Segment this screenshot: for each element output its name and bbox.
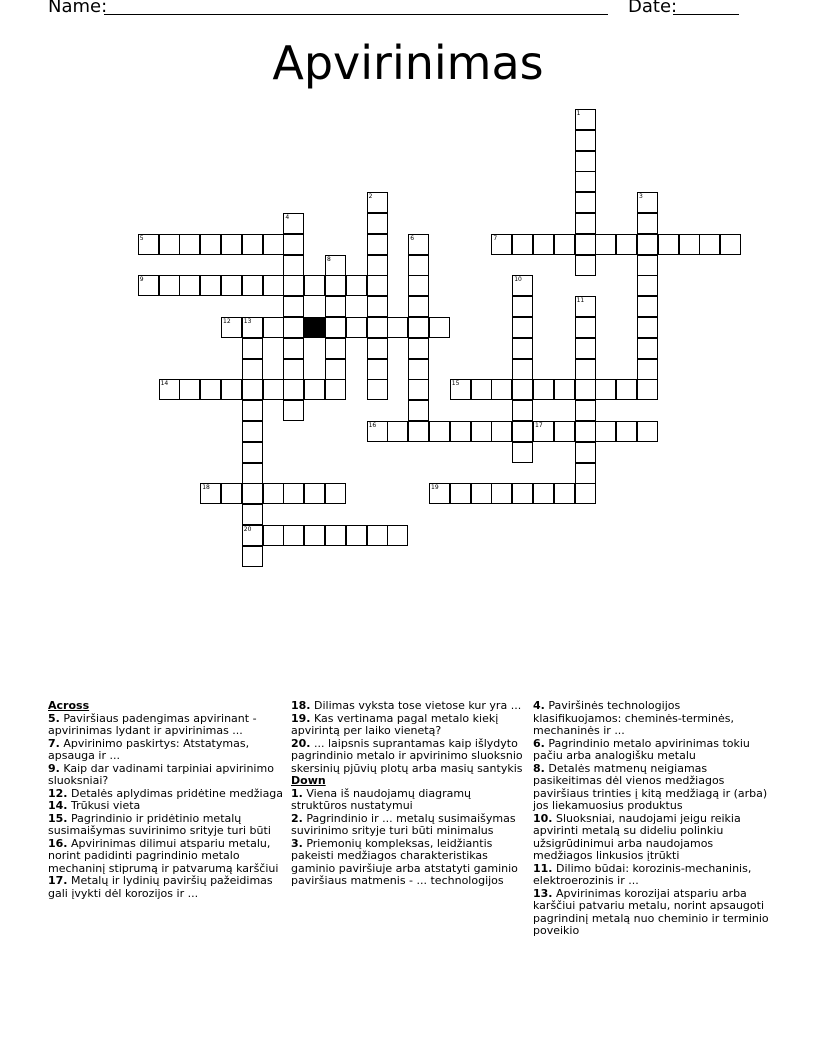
grid-cell[interactable] [533,421,554,442]
clue-number-label: 6. [533,736,545,750]
grid-cell[interactable] [346,317,367,338]
clue-number: 15 [451,380,460,388]
grid-cell[interactable] [575,192,596,213]
across-clue [48,813,284,838]
grid-cell[interactable] [325,338,346,359]
grid-cell[interactable] [512,421,533,442]
down-heading: Down [291,774,326,787]
clue-number: 10 [514,276,522,284]
grid-cell[interactable] [304,525,325,546]
grid-cell[interactable] [263,525,284,546]
grid-cell[interactable] [367,192,388,213]
grid-cell[interactable] [512,359,533,380]
across-clue [48,763,284,788]
clue-number: 1 [576,110,581,117]
grid-cell[interactable] [575,379,596,400]
grid-cell[interactable] [637,213,658,234]
grid-cell[interactable] [263,234,284,255]
grid-cell[interactable] [283,359,304,380]
grid-cell[interactable] [242,359,263,380]
clue-number-label: 1. [291,786,303,800]
grid-cell[interactable] [575,421,596,442]
clue-text: Dilimo būdai: korozinis-mechaninis, elektroerozinis ir ... [533,861,752,887]
grid-cell[interactable] [179,379,200,400]
grid-cell[interactable] [263,317,284,338]
clue-number-label: 3. [291,836,303,850]
grid-cell[interactable] [637,234,658,255]
grid-cell[interactable] [242,421,263,442]
date-label: Date: [628,0,678,17]
grid-cell[interactable] [283,255,304,276]
grid-cell[interactable] [637,296,658,317]
grid-cell[interactable] [637,275,658,296]
grid-cell[interactable] [408,379,429,400]
clue-text: Dilimas vyksta tose vietose kur yra ... [314,699,522,712]
clue-text: Apvirinimas korozijai atspariu arba karščiui patvariu metalu, norint apsaugoti pagrindinį metalą nuo cheminio ir terminio poveikio [533,886,769,937]
grid-cell[interactable] [512,338,533,359]
grid-cell[interactable] [616,421,637,442]
grid-cell[interactable] [367,275,388,296]
grid-cell[interactable] [450,379,471,400]
grid-cell[interactable] [283,296,304,317]
clue-number: 13 [243,318,252,325]
grid-cell[interactable] [512,317,533,338]
down-clue [291,838,527,888]
grid-cell[interactable] [242,338,263,359]
grid-cell[interactable] [242,442,263,463]
grid-cell[interactable] [408,317,429,338]
grid-cell[interactable] [304,379,325,400]
grid-cell[interactable] [283,400,304,421]
grid-cell[interactable] [491,483,512,504]
grid-cell[interactable] [554,421,575,442]
grid-cell[interactable] [242,400,263,421]
clue-number: 17 [535,422,543,429]
grid-cell[interactable] [575,151,596,172]
grid-cell[interactable] [637,338,658,359]
down-clue [533,700,769,738]
grid-cell[interactable] [325,359,346,380]
grid-cell[interactable] [699,234,720,255]
clue-number: 18 [202,484,210,492]
grid-cell[interactable] [138,275,159,296]
name-label: Name: [48,0,108,17]
down-clue [533,738,769,763]
grid-cell[interactable] [575,463,596,484]
clue-number-label: 11. [533,861,553,875]
grid-cell[interactable] [221,483,242,504]
grid-cell[interactable] [720,234,741,255]
grid-cell[interactable] [138,234,159,255]
clue-number: 7 [493,234,498,242]
grid-cell[interactable] [325,255,346,276]
clue-number-label: 5. [48,711,60,725]
grid-cell[interactable] [512,379,533,400]
grid-cell[interactable] [242,275,263,296]
grid-cell[interactable] [554,379,575,400]
down-clue [291,788,527,813]
across-heading: Across [48,699,90,712]
grid-cell[interactable] [575,213,596,234]
grid-cell[interactable] [325,379,346,400]
grid-cell[interactable] [200,483,221,504]
grid-cell[interactable] [283,234,304,255]
across-clue [291,738,527,776]
grid-cell[interactable] [325,317,346,338]
grid-cell[interactable] [575,296,596,317]
grid-cell[interactable] [200,379,221,400]
grid-cell[interactable] [325,296,346,317]
clue-text: Pagrindinio metalo apvirinimas tokiu pačiu arba analogišku metalu [533,736,750,762]
down-clue [533,813,769,863]
grid-cell[interactable] [491,379,512,400]
clue-text: Trūkusi vieta [71,799,141,812]
grid-cell[interactable] [471,379,492,400]
grid-cell[interactable] [408,234,429,255]
across-clue [291,713,527,738]
grid-cell[interactable] [575,234,596,255]
clue-number: 3 [639,193,643,201]
clue-text: ... laipsnis suprantamas kaip išlydyto pagrindinio metalo ir apvirinimo sluoksnio skersinių pjūvių plotų arba masių santykis [291,736,523,775]
grid-cell[interactable] [367,234,388,255]
grid-cell[interactable] [429,317,450,338]
clue-number-label: 12. [48,786,68,800]
clue-number-label: 14. [48,799,68,812]
clues-column-2 [291,700,527,888]
grid-cell[interactable] [159,275,180,296]
across-clue [48,738,284,763]
puzzle-title: Apvirinimas [272,36,544,90]
grid-cell[interactable] [283,525,304,546]
clue-text: Pagrindinio ir pridėtinio metalų susimaišymas suvirinimo srityje turi būti [48,811,271,837]
grid-cell[interactable] [616,234,637,255]
grid-cell[interactable] [408,255,429,276]
grid-cell[interactable] [575,442,596,463]
down-clue [533,863,769,888]
grid-cell[interactable] [637,192,658,213]
grid-cell[interactable] [242,483,263,504]
grid-cell[interactable] [242,525,263,546]
clue-text: Pagrindinio ir ... metalų susimaišymas suvirinimo srityje turi būti minimalus [291,811,516,837]
grid-cell[interactable] [554,234,575,255]
clue-number: 2 [368,193,373,201]
grid-cell[interactable] [512,234,533,255]
clue-text: Metalų ir lydinių paviršių pažeidimas gali įvykti dėl korozijos ir ... [48,874,273,900]
grid-cell[interactable] [575,109,596,130]
clue-number-label: 10. [533,811,553,825]
grid-cell[interactable] [554,483,575,504]
grid-cell[interactable] [616,379,637,400]
grid-cell[interactable] [575,130,596,151]
clue-number: 11 [576,297,585,305]
grid-cell[interactable] [512,442,533,463]
clue-number-label: 9. [48,761,60,775]
grid-cell[interactable] [283,338,304,359]
black-cell [304,317,325,338]
grid-cell[interactable] [450,421,471,442]
clue-text: Apvirinimas dilimui atspariu metalu, norint padidinti pagrindinio metalo mechaninį stiprumą ir patvarumą karščiui [48,836,279,875]
grid-cell[interactable] [179,275,200,296]
grid-cell[interactable] [283,483,304,504]
grid-cell[interactable] [325,275,346,296]
clues-column-1 [48,700,284,900]
clue-number: 8 [327,255,331,263]
grid-cell[interactable] [221,379,242,400]
clue-number-label: 20. [291,736,311,750]
clue-number: 9 [139,276,144,284]
across-clue [48,875,284,900]
grid-cell[interactable] [408,359,429,380]
grid-cell[interactable] [637,255,658,276]
clue-number-label: 17. [48,874,68,887]
grid-cell[interactable] [242,546,263,567]
grid-cell[interactable] [637,379,658,400]
grid-cell[interactable] [179,234,200,255]
grid-cell[interactable] [408,296,429,317]
across-clue [48,838,284,876]
clues-section [0,700,816,960]
grid-cell[interactable] [367,379,388,400]
clues-column-3 [533,700,769,938]
grid-cell[interactable] [512,483,533,504]
clue-text: Sluoksniai, naudojami jeigu reikia apvirinti metalą su dideliu polinkiu užsigrūdinimui arba naudojamos medžiagos linkusios įtrūkti [533,811,741,862]
grid-cell[interactable] [679,234,700,255]
grid-cell[interactable] [575,359,596,380]
grid-cell[interactable] [575,400,596,421]
grid-cell[interactable] [200,234,221,255]
clue-number: 14 [160,380,169,388]
clue-number-label: 13. [533,886,553,900]
grid-cell[interactable] [595,421,616,442]
clue-text: Viena iš naudojamų diagramų struktūros nustatymui [291,786,472,812]
grid-cell[interactable] [533,379,554,400]
grid-cell[interactable] [283,379,304,400]
clue-number: 19 [431,484,439,492]
down-clue [533,763,769,813]
grid-cell[interactable] [471,483,492,504]
clue-number: 12 [223,318,231,325]
grid-cell[interactable] [658,234,679,255]
clue-number: 16 [368,422,377,429]
grid-cell[interactable] [367,359,388,380]
grid-cell[interactable] [575,255,596,276]
grid-cell[interactable] [367,421,388,442]
grid-cell[interactable] [367,317,388,338]
grid-cell[interactable] [512,296,533,317]
grid-cell[interactable] [242,234,263,255]
grid-cell[interactable] [387,421,408,442]
grid-cell[interactable] [159,379,180,400]
clue-number-label: 19. [291,711,311,725]
grid-cell[interactable] [242,504,263,525]
grid-cell[interactable] [408,338,429,359]
clue-text: Paviršiaus padengimas apvirinant - apvirinimas lydant ir apvirinimas ... [48,711,257,737]
grid-cell[interactable] [367,255,388,276]
grid-cell[interactable] [221,317,242,338]
grid-cell[interactable] [159,234,180,255]
clue-number-label: 16. [48,836,68,850]
grid-cell[interactable] [471,421,492,442]
grid-cell[interactable] [595,379,616,400]
grid-cell[interactable] [221,234,242,255]
grid-cell[interactable] [304,483,325,504]
grid-cell[interactable] [242,317,263,338]
clue-number-label: 18. [291,699,311,712]
grid-cell[interactable] [637,317,658,338]
clue-text: Paviršinės technologijos klasifikuojamos: cheminės-terminės, mechaninės ir ... [533,699,734,737]
clue-number: 5 [139,234,144,242]
grid-cell[interactable] [575,317,596,338]
grid-cell[interactable] [263,275,284,296]
grid-cell[interactable] [242,379,263,400]
clue-text: Detalės aplydimas pridėtine medžiaga [71,786,284,800]
grid-cell[interactable] [242,463,263,484]
grid-cell[interactable] [429,483,450,504]
clue-number: 6 [410,234,415,242]
grid-cell[interactable] [450,483,471,504]
clue-number-label: 7. [48,736,60,750]
grid-cell[interactable] [533,483,554,504]
grid-cell[interactable] [346,525,367,546]
grid-cell[interactable] [263,483,284,504]
grid-cell[interactable] [575,171,596,192]
grid-cell[interactable] [575,338,596,359]
grid-cell[interactable] [637,359,658,380]
grid-cell[interactable] [367,213,388,234]
clue-number-label: 15. [48,811,68,825]
grid-cell[interactable] [346,275,367,296]
clue-number: 20 [243,526,252,533]
grid-cell[interactable] [512,400,533,421]
down-clue [533,888,769,938]
across-clue [48,713,284,738]
grid-cell[interactable] [387,525,408,546]
grid-cell[interactable] [595,234,616,255]
clue-text: Apvirinimo paskirtys: Atstatymas, apsauga ir ... [48,736,250,762]
clue-text: Kaip dar vadinami tarpiniai apvirinimo sluoksniai? [48,761,274,787]
grid-cell[interactable] [200,275,221,296]
clue-number: 4 [285,214,290,221]
grid-cell[interactable] [367,338,388,359]
clue-text: Detalės matmenų neigiamas pasikeitimas dėl vienos medžiagos paviršiaus trinties į kitą medžiagą ir (arba) jos liekamuosius produktus [533,761,768,812]
grid-cell[interactable] [325,525,346,546]
grid-cell[interactable] [283,317,304,338]
grid-cell[interactable] [408,275,429,296]
clue-number-label: 2. [291,811,303,825]
clue-number-label: 8. [533,761,545,775]
grid-cell[interactable] [283,213,304,234]
clue-text: Kas vertinama pagal metalo kiekį apvirintą per laiko vienetą? [291,711,499,737]
clue-number-label: 4. [533,699,545,712]
down-clue [291,813,527,838]
grid-cell[interactable] [367,296,388,317]
grid-cell[interactable] [304,275,325,296]
clue-text: Priemonių kompleksas, leidžiantis pakeisti medžiagos charakteristikas gaminio paviršiuje arba atstatyti gaminio paviršiaus matmenis - ... technologijos [291,836,518,887]
grid-cell[interactable] [491,234,512,255]
grid-cell[interactable] [283,275,304,296]
grid-cell[interactable] [512,275,533,296]
grid-cell[interactable] [387,317,408,338]
grid-cell[interactable] [408,400,429,421]
grid-cell[interactable] [429,421,450,442]
grid-cell[interactable] [575,483,596,504]
grid-cell[interactable] [408,421,429,442]
grid-cell[interactable] [533,234,554,255]
grid-cell[interactable] [221,275,242,296]
grid-cell[interactable] [325,483,346,504]
grid-cell[interactable] [637,421,658,442]
grid-cell[interactable] [263,379,284,400]
grid-cell[interactable] [367,525,388,546]
grid-cell[interactable] [491,421,512,442]
